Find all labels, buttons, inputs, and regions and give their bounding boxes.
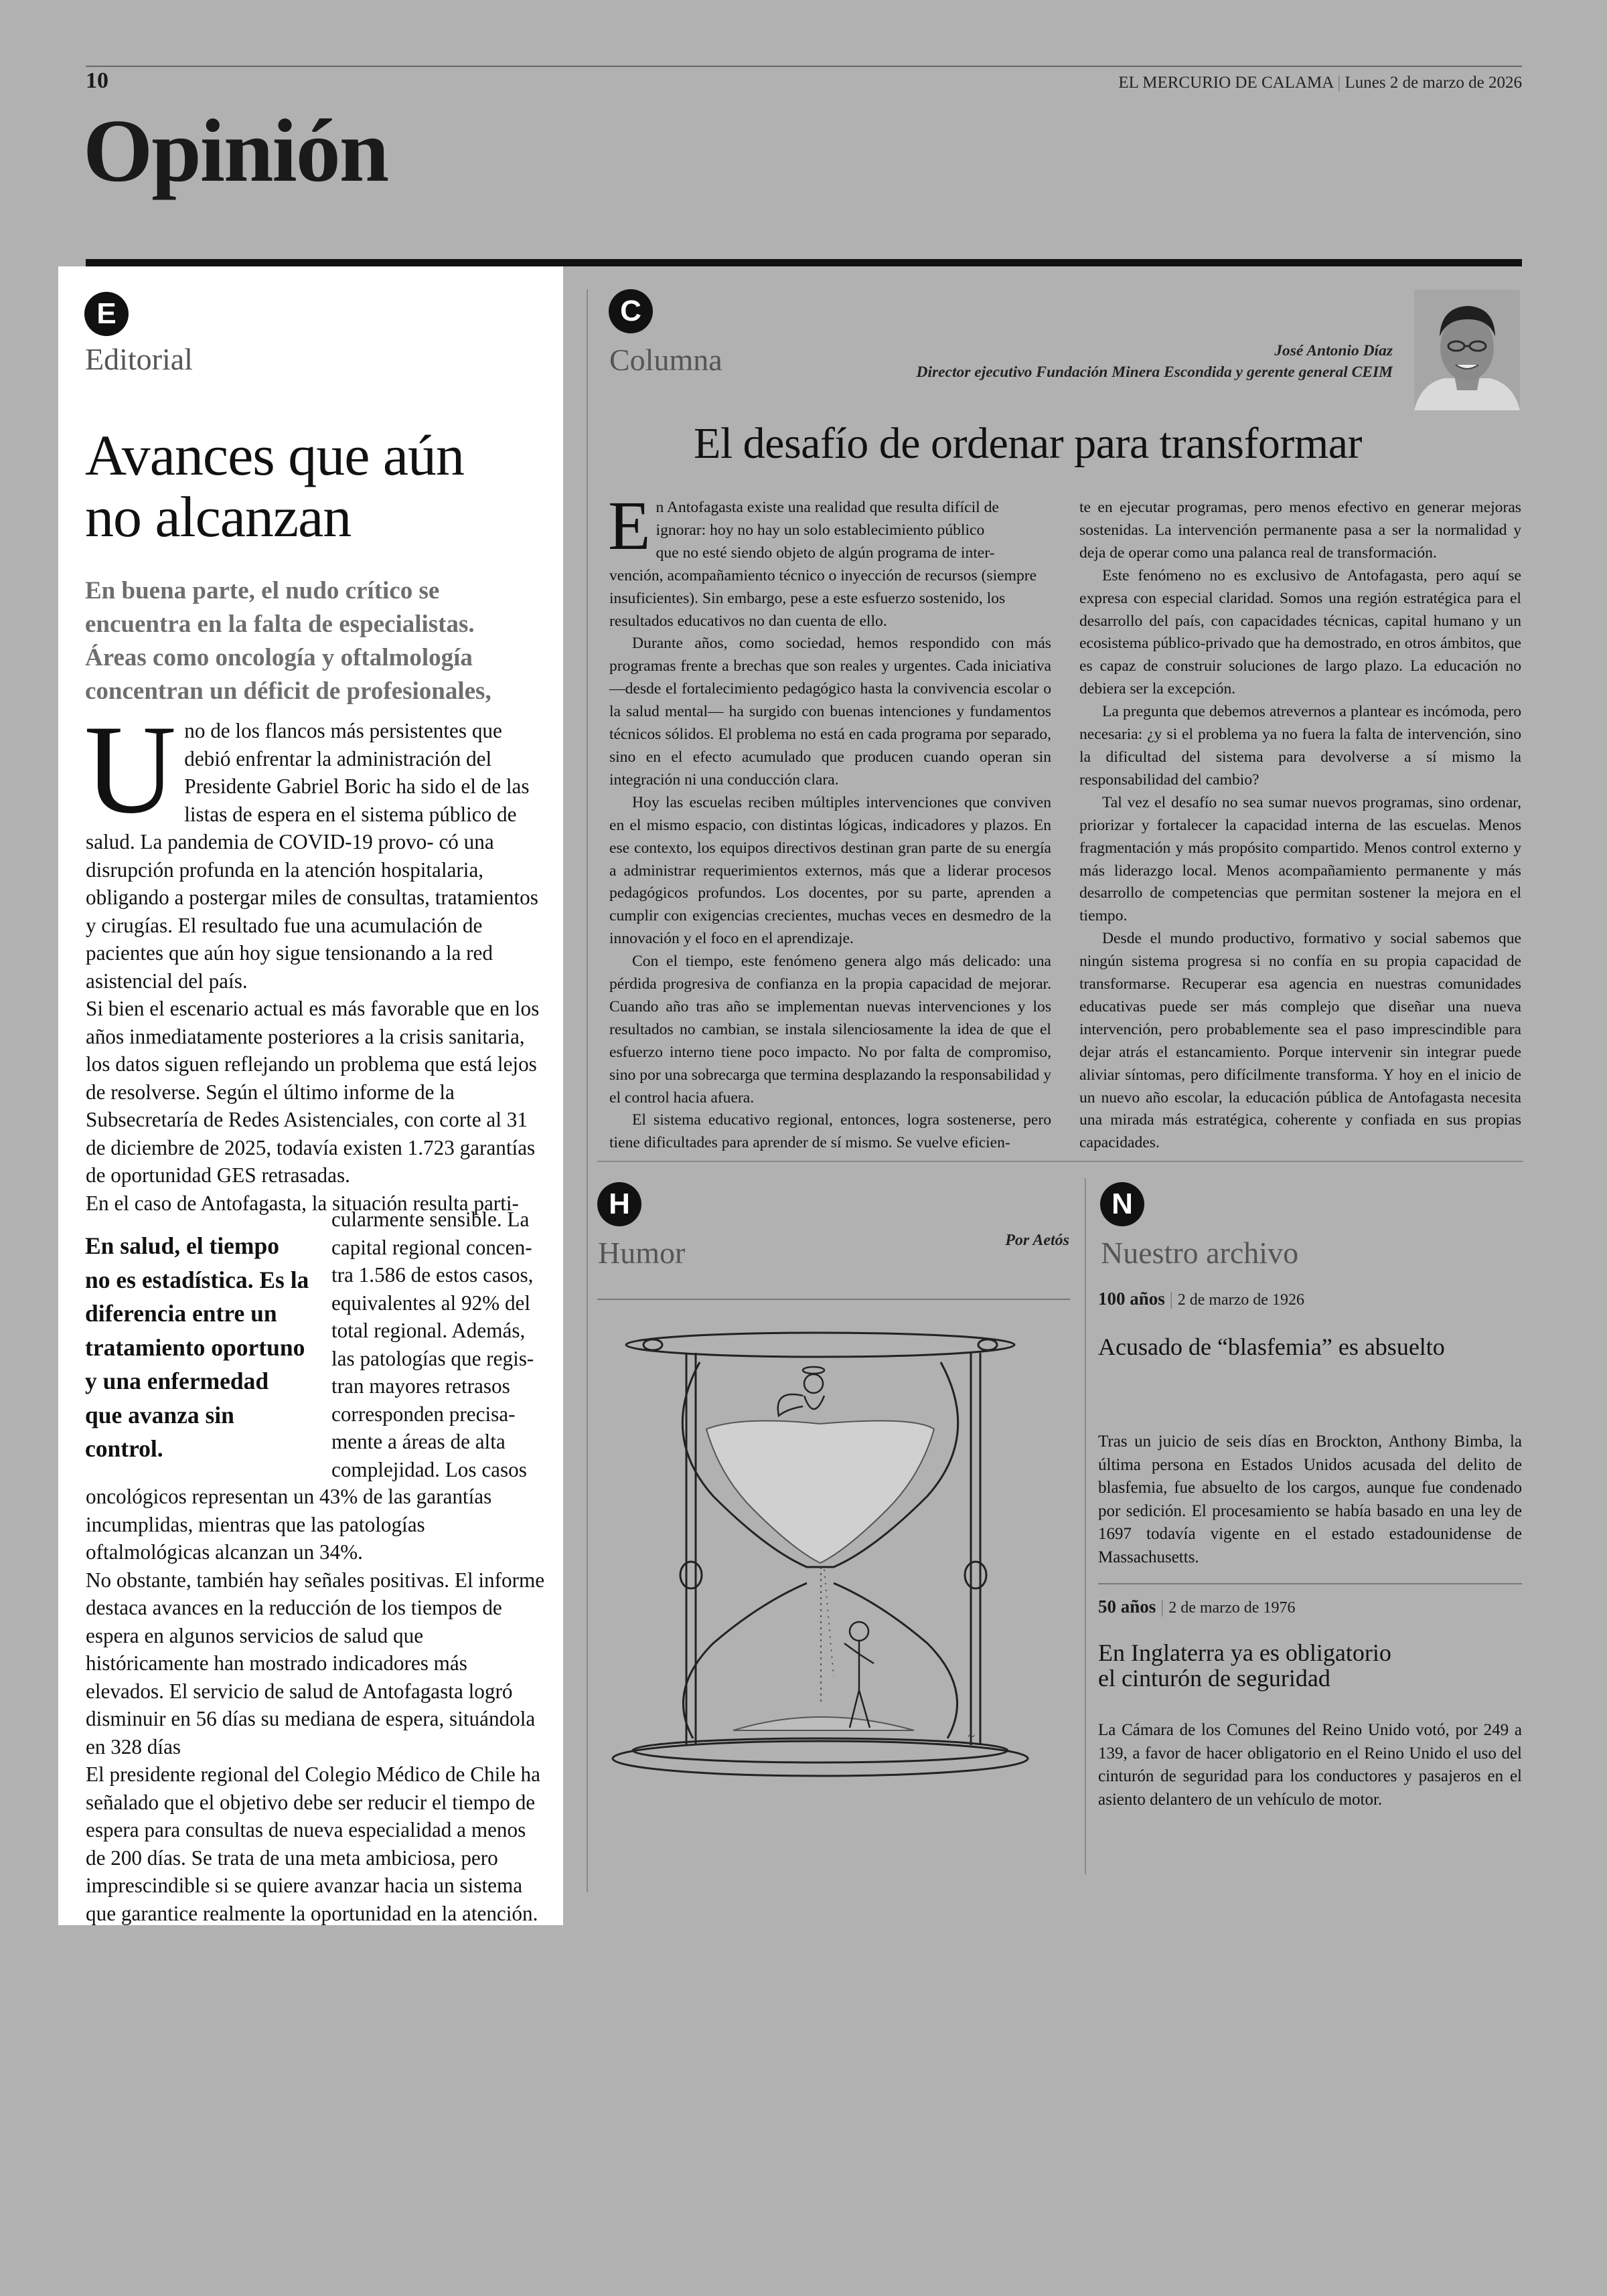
narrow-line: tra 1.586 de estos casos,: [331, 1263, 534, 1287]
vertical-rule: [587, 289, 588, 1892]
humor-cartoon: [606, 1329, 1061, 1791]
editorial-body-top: [84, 700, 548, 1217]
narrow-line: las patologías que regis-: [331, 1346, 534, 1370]
narrow-line: equivalentes al 92% del: [331, 1291, 531, 1315]
author-portrait-image: [1414, 290, 1520, 410]
editorial-narrow-column: [331, 1206, 559, 1483]
column-paragraph: Desde el mundo productivo, formativo y social sabemos que ningún sistema progresa si no confía en su propia capacidad de transformarse. Recuperar esa agencia en nuestras comunidades educativas puede ser más complejo que diseñar una nueva intervención, pero probablemente sea el paso imprescindible para dejar atrás el estancamiento. Porque intervenir sin integrar puede aliviar síntomas, pero difícilmente transforma. Y hoy en el inicio de un nuevo año escolar, la educación pública de Antofagasta necesita una mirada más estratégica, coherente y confiada en sus propias capacidades.: [1079, 930, 1521, 1152]
archive-item-body: La Cámara de los Comunes del Reino Unido votó, por 249 a 139, a favor de hacer obligatorio en el Reino Unido el uso del cinturón de seguridad para los conductores y pasajeros en el asiento delantero de un vehículo de motor.: [1098, 1721, 1522, 1809]
column-author-title: Director ejecutivo Fundación Minera Escondida y gerente general CEIM: [916, 363, 1393, 381]
column-text-right: [1079, 497, 1521, 1155]
headline-line: Avances que aún: [85, 423, 465, 487]
column-paragraph: [608, 487, 1051, 633]
editorial-paragraph: oncológicos representan un 43% de las garantías incumplidas, mientras que las patologías oftalmológicas alcanzan un 34%.: [86, 1485, 492, 1564]
column-label: Columna: [609, 343, 722, 377]
column-paragraph: El sistema educativo regional, entonces, logra sostenerse, pero tiene dificultades para aprender de sí mismo. Se vuelve eficien-: [609, 1111, 1051, 1152]
editorial-paragraph: Si bien el escenario actual es más favorable que en los años inmediatamente posteriores a la crisis sanitaria, los datos siguen reflejando un problema que está lejos de resolverse. Según el último informe de la Subsecretaría de Redes Asistenciales, con corte al 31 de diciembre de 2025, todavía existen 1.723 garantías de oportunidad GES retrasadas.: [86, 997, 540, 1187]
section-title: Opinión: [83, 101, 388, 200]
humor-badge: H: [597, 1182, 641, 1226]
column-paragraph: Tal vez el desafío no sea sumar nuevos programas, sino ordenar, priorizar y fortalecer la capacidad interna de las escuelas. Menos fragmentación y más propósito compartido. Menos control externo y más liderazgo local. Menos acompañamiento permanente y más desarrollo de competencias que permitan sostener la mejora en el tiempo.: [1079, 793, 1521, 925]
editorial-paragraph: En el caso de Antofagasta, la situación resulta parti-: [86, 1191, 519, 1215]
top-rule: [86, 66, 1522, 67]
editorial-p1-line: no de los flancos más persistentes que: [184, 719, 502, 742]
narrow-line: total regional. Además,: [331, 1319, 526, 1342]
column-dropcap: E: [608, 487, 651, 564]
column-p1-line: que no esté siendo objeto de algún programa de inter-: [656, 544, 995, 562]
editorial-paragraph: El presidente regional del Colegio Médico de Chile ha señalado que el objetivo debe ser reducir el tiempo de espera para consultas de nueva especialidad a menos de 200 días. Se trata de una meta ambiciosa, pero imprescindible si se quiere avanzar hacia un sistema que garantice realmente la oportunidad en la atención.: [86, 1762, 540, 1925]
editorial-headline: [85, 424, 464, 548]
editorial-p1-line: debió enfrentar la administración del: [184, 746, 492, 770]
column-author: José Antonio Díaz: [1274, 342, 1393, 359]
column-p1-line: n Antofagasta existe una realidad que resulta difícil de: [656, 499, 999, 516]
archive-item-title: Acusado de “blasfemia” es absuelto: [1098, 1333, 1445, 1360]
narrow-line: cularmente sensible. La: [331, 1208, 530, 1231]
newspaper-name: EL MERCURIO DE CALAMA: [1118, 74, 1333, 92]
editorial-label: Editorial: [85, 342, 193, 376]
humor-rule: [597, 1299, 1070, 1300]
archive-years: 100 años: [1098, 1289, 1165, 1309]
archive-title-line: el cinturón de seguridad: [1098, 1665, 1330, 1692]
archive-years: 50 años: [1098, 1596, 1156, 1617]
archive-date: 2 de marzo de 1976: [1168, 1599, 1296, 1617]
thick-rule: [86, 259, 1522, 266]
hourglass-cartoon: [606, 1329, 1061, 1791]
narrow-line: capital regional concen-: [331, 1235, 532, 1259]
column-byline: [916, 340, 1393, 383]
archive-label: Nuestro archivo: [1101, 1236, 1299, 1270]
column-text-left: [608, 487, 1051, 1155]
editorial-p1-line: listas de espera en el sistema público de: [184, 802, 517, 826]
archive-item-header: 100 años | 2 de marzo de 1926: [1098, 1289, 1304, 1309]
editorial-badge: E: [84, 292, 129, 336]
editorial-pullquote: En salud, el tiempo no es estadística. Es la diferencia entre un tratamiento oportuno y una enfermedad que avanza sin control.: [85, 1232, 309, 1462]
column-paragraph: Este fenómeno no es exclusivo de Antofagasta, pero aquí se expresa con especial claridad. Somos una región estratégica para el desarrollo del país, con capacidades técnicas, capital humano y un ecosistema público-privado que ha demostrado, en otros ámbitos, que es capaz de construir soluciones de largo plazo. La educación no debiera ser la excepción.: [1079, 566, 1521, 698]
archive-item-title: [1098, 1640, 1391, 1691]
column-p1-rest: vención, acompañamiento técnico o inyección de recursos (siempre insuficientes). Sin embargo, pese a este esfuerzo sostenido, los resultados educativos no dan cuenta de ello.: [609, 566, 1037, 630]
column-headline: El desafío de ordenar para transformar: [694, 419, 1363, 468]
column-paragraph: Hoy las escuelas reciben múltiples intervenciones que conviven en el mismo espacio, con distintas lógicas, indicadores y plazos. En ese contexto, los equipos directivos destinan gran parte de su energía a administrar requerimientos externos, más que a liderar procesos pedagógicos profundos. Los docentes, por su parte, aprenden a cumplir con exigencias crecientes, muchas veces en desmedro de la innovación y el foco en el aprendizaje.: [609, 793, 1051, 948]
editorial-p1-rest: có una disrupción profunda en la atención hospitalaria, obligando a postergar miles de consultas, tratamientos y cirugías. El resultado fue una acumulación de pacientes que aún hoy sigue tensionando a la red asistencial del país.: [86, 830, 538, 993]
narrow-line: corresponden precisa-: [331, 1402, 516, 1426]
column-paragraph: La pregunta que debemos atrevernos a plantear es incómoda, pero necesaria: ¿y si el problema ya no fuera la falta de intervención, sino la dificultad del sistema para devolverse a sí mismo la responsabilidad del cambio?: [1079, 703, 1521, 789]
narrow-line: complejidad. Los casos: [331, 1457, 527, 1481]
humor-label: Humor: [598, 1236, 686, 1270]
column-paragraph: Durante años, como sociedad, hemos respondido con más programas frente a brechas que son reales y urgentes. Cada iniciativa —desde el fortalecimiento pedagógico hasta la convivencia escolar o la salud mental— ha surgido con buenas intenciones y fundamentos técnicos sólidos. El problema no está en cada programa por separado, sino en el efecto acumulado que producen cuando operan sin integración ni una conducción clara.: [609, 635, 1051, 789]
column-bottom-rule: [597, 1161, 1523, 1162]
archive-date: 2 de marzo de 1926: [1177, 1291, 1304, 1309]
archive-item-header: 50 años | 2 de marzo de 1976: [1098, 1596, 1296, 1617]
column-p1-line: ignorar: hoy no hay un solo establecimiento público: [656, 521, 985, 539]
archive-divider: [1098, 1583, 1522, 1584]
column-paragraph: Con el tiempo, este fenómeno genera algo más delicado: una pérdida progresiva de confianza en la propia capacidad de mejorar. Cuando año tras año se implementan nuevas intervenciones y los resultados no cambian, se instala silenciosamente la idea de que el esfuerzo interno tiene poco impacto. No por falta de compromiso, sino por una sobrecarga que termina desplazando la responsabilidad y el control hacia afuera.: [609, 953, 1051, 1106]
editorial-lede: En buena parte, el nudo crítico se encuentra en la falta de especialistas. Áreas como oncología y oftalmología concentran un déficit de profesionales,: [85, 577, 491, 705]
editorial-body-bottom: [86, 1483, 548, 1927]
author-photo: [1414, 290, 1520, 410]
editorial-p1-line: salud. La pandemia de COVID-19 provo-: [86, 830, 434, 853]
column-badge: C: [609, 289, 653, 333]
folio: EL MERCURIO DE CALAMA | Lunes 2 de marzo de 2026: [1118, 74, 1522, 92]
archive-item-body: Tras un juicio de seis días en Brockton, Anthony Bimba, la última persona en Estados Unidos acusada del delito de blasfemia, fue absuelto de los cargos, aunque fue condenado por sedición. El procesamiento se había basado en una ley de 1697 todavía vigente en el estado estadounidense de Massachusetts.: [1098, 1432, 1522, 1566]
svg-text:~: ~: [968, 1729, 975, 1744]
humor-credit: Por Aetós: [1005, 1232, 1069, 1249]
narrow-line: mente a áreas de alta: [331, 1430, 506, 1453]
page-number: 10: [86, 68, 108, 93]
archive-vertical-rule: [1085, 1178, 1086, 1874]
headline-line: no alcanzan: [85, 485, 352, 549]
archive-title-line: En Inglaterra ya es obligatorio: [1098, 1639, 1391, 1666]
column-paragraph: te en ejecutar programas, pero menos efectivo en generar mejoras sostenidas. La intervención permanente pasa a ser la normalidad y deja de operar como una palanca real de transformación.: [1079, 499, 1521, 562]
archive-badge: N: [1100, 1182, 1144, 1226]
narrow-line: tran mayores retrasos: [331, 1374, 510, 1398]
editorial-p1-line: Presidente Gabriel Boric ha sido el de las: [184, 774, 530, 798]
editorial-paragraph: No obstante, también hay señales positivas. El informe destaca avances en la reducción de los tiempos de espera en algunos servicios de salud que históricamente han mostrado indicadores más elevados. El servicio de salud de Antofagasta logró disminuir en 56 días su mediana de espera, situándola en 328 días: [86, 1568, 545, 1758]
issue-date: Lunes 2 de marzo de 2026: [1345, 74, 1522, 92]
editorial-dropcap: U: [84, 700, 177, 840]
